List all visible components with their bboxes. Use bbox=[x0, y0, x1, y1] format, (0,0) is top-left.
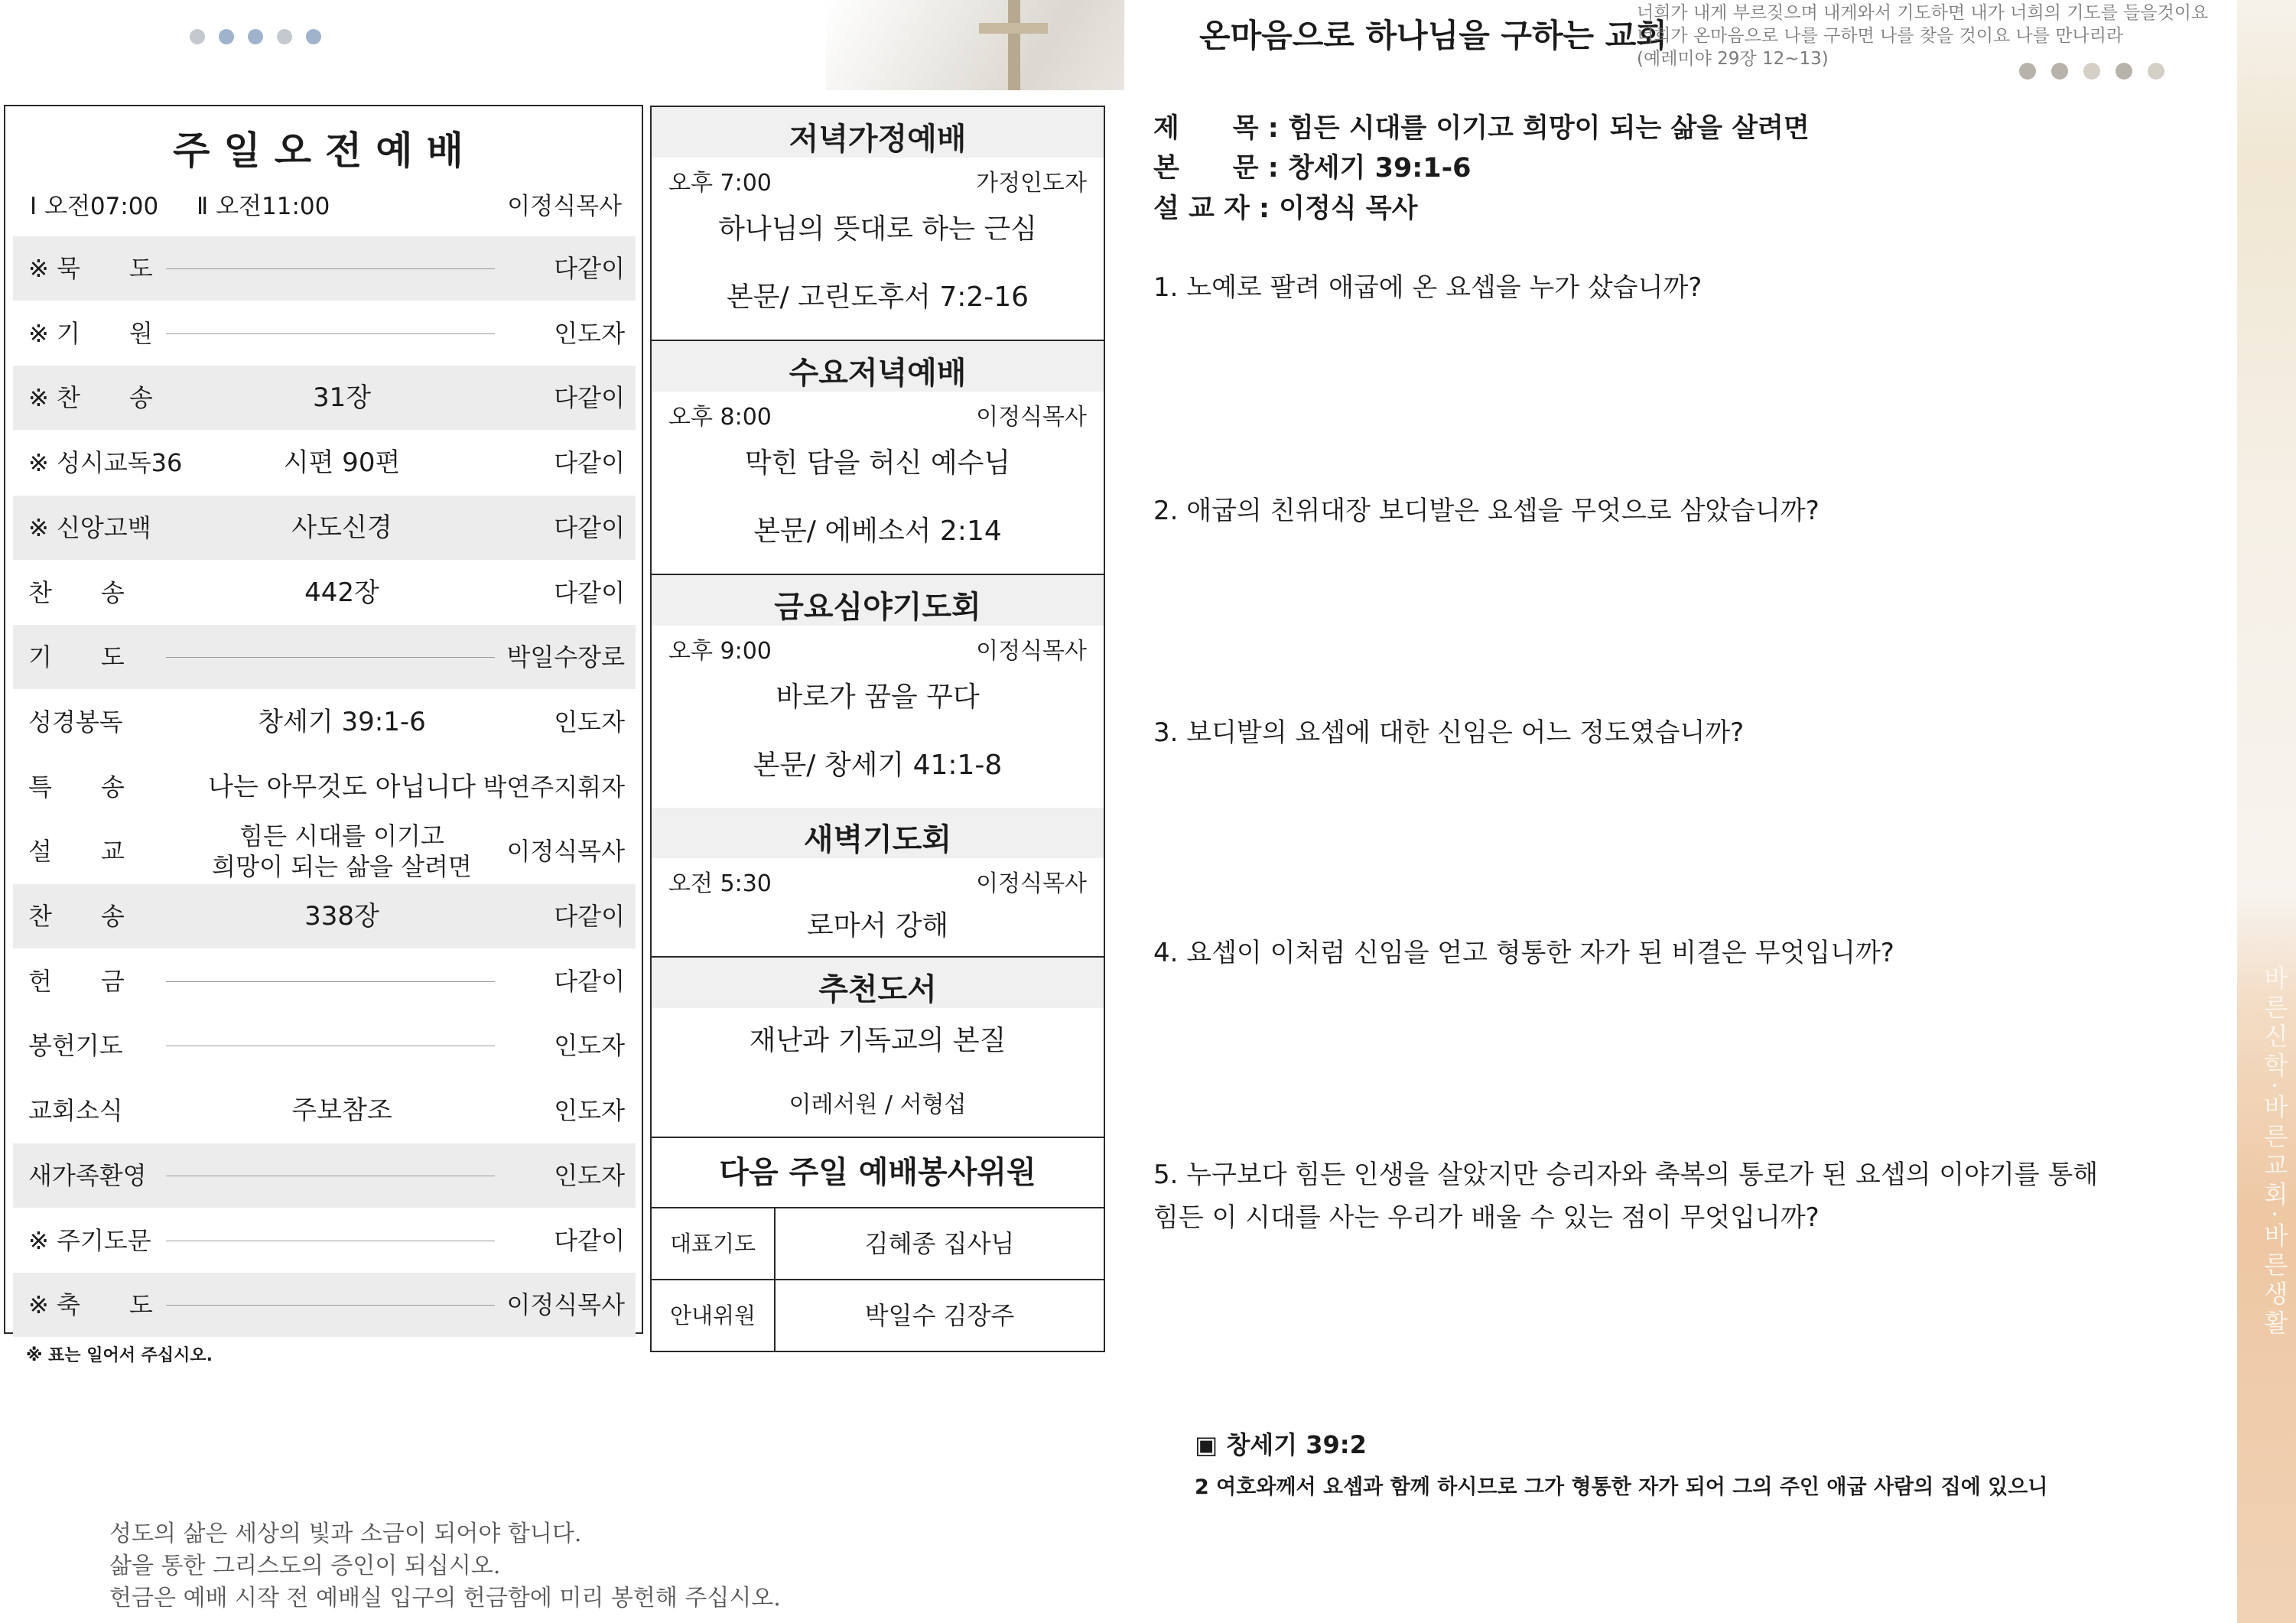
worship-row-label: 헌 금 bbox=[28, 966, 125, 996]
worship-row-person: 인도자 bbox=[554, 1031, 625, 1061]
worship-row-person: 이정식목사 bbox=[506, 837, 625, 867]
side-vertical-text: 바른신학·바른교회·바른생활 bbox=[2260, 965, 2289, 1339]
worship-row-item: 시편 90편 bbox=[283, 447, 401, 479]
bottom-message-line: 삶을 통한 그리스도의 증인이 되십시오. bbox=[109, 1553, 501, 1579]
scripture-reference: ▣ 창세기 39:2 bbox=[1195, 1430, 1367, 1459]
section-leader: 가정인도자 bbox=[976, 170, 1087, 197]
section-time: 오후 7:00 bbox=[668, 170, 772, 197]
next-week-section bbox=[652, 1138, 1104, 1351]
book-author: 이레서원 / 서형섭 bbox=[789, 1091, 967, 1118]
worship-row bbox=[13, 1273, 636, 1337]
worship-row-label: ※ 찬 송 bbox=[28, 383, 153, 413]
section-leader: 이정식목사 bbox=[976, 404, 1087, 431]
question-5: 5. 누구보다 힘든 인생을 살았지만 승리자와 축복의 통로가 된 요셉의 이야기를 통해 힘든 이 시대를 사는 우리가 배울 수 있는 점이 무엇입니까? bbox=[1153, 1160, 2099, 1233]
header-photo bbox=[826, 0, 1124, 90]
next-week-name: 김혜종 집사님 bbox=[864, 1229, 1015, 1258]
section-text: 본문/ 에베소서 2:14 bbox=[753, 516, 1002, 547]
worship-row bbox=[13, 561, 636, 625]
evening-service-section bbox=[652, 107, 1104, 341]
section-text: 본문/ 고린도후서 7:2-16 bbox=[726, 281, 1029, 313]
next-week-title: 다음 주일 예배봉사위원 bbox=[652, 1138, 1104, 1208]
worship-row-label: ※ 축 도 bbox=[28, 1290, 153, 1320]
worship-row-person: 다같이 bbox=[554, 383, 625, 413]
section-sermon: 바로가 꿈을 꾸다 bbox=[776, 681, 980, 713]
worship-row-item: 442장 bbox=[304, 577, 379, 608]
section-time: 오후 9:00 bbox=[668, 638, 772, 665]
worship-row bbox=[13, 625, 636, 689]
dawn-prayer-text: 로마서 강해 bbox=[806, 910, 949, 942]
sermon-title-line: 제 목 : 힘든 시대를 이기고 희망이 되는 삶을 살려면 bbox=[1153, 113, 1810, 144]
header-verse-line: 너희가 온마음으로 나를 구하면 나를 찾을 것이요 나를 만나리라 bbox=[1637, 26, 2124, 46]
worship-row bbox=[13, 236, 636, 301]
scripture-verse: 2 여호와께서 요셉과 함께 하시므로 그가 형통한 자가 되어 그의 주인 애굽 사람의 집에 있으니 bbox=[1195, 1475, 2048, 1499]
header-verse-line: 너희가 내게 부르짖으며 내게와서 기도하면 내가 너희의 기도를 들을것이요 bbox=[1637, 3, 2209, 23]
dotted-leader-line bbox=[166, 333, 495, 334]
worship-row-label: ※ 묵 도 bbox=[28, 254, 153, 283]
worship-row-item: 나는 아무것도 아닙니다 bbox=[207, 771, 476, 802]
worship-row bbox=[13, 366, 636, 430]
section-text: 본문/ 창세기 41:1-8 bbox=[753, 750, 1003, 781]
weekly-services-panel bbox=[650, 106, 1105, 1352]
bottom-message-line: 성도의 삶은 세상의 빛과 소금이 되어야 합니다. bbox=[109, 1521, 582, 1547]
morning-service-panel bbox=[4, 105, 643, 1334]
section-time: 오후 8:00 bbox=[668, 404, 772, 431]
dawn-prayer-title: 새벽기도회 bbox=[652, 808, 1104, 858]
worship-row bbox=[13, 496, 636, 560]
worship-row-person: 다같이 bbox=[554, 902, 625, 931]
morning-service-title: 주일오전예배 bbox=[173, 128, 477, 173]
worship-row-label: 새가족환영 bbox=[28, 1160, 147, 1190]
side-photo-strip bbox=[2237, 0, 2296, 1623]
church-name: 온마음으로 하나님을 구하는 교회 bbox=[1199, 17, 1667, 54]
worship-row bbox=[13, 431, 636, 495]
worship-row bbox=[13, 1208, 636, 1273]
section-sermon: 하나님의 뜻대로 하는 근심 bbox=[718, 213, 1037, 245]
worship-row-person: 인도자 bbox=[554, 1160, 625, 1190]
question-2: 2. 애굽의 친위대장 보디발은 요셉을 무엇으로 삼았습니까? bbox=[1153, 496, 1820, 526]
worship-row-label: 특 송 bbox=[28, 772, 125, 802]
worship-row-label: ※ 기 원 bbox=[28, 318, 153, 348]
worship-row-label: 찬 송 bbox=[28, 902, 125, 931]
worship-row bbox=[13, 755, 636, 819]
question-1: 1. 노예로 팔려 애굽에 온 요셉을 누가 샀습니까? bbox=[1153, 272, 1702, 303]
worship-row-person: 이정식목사 bbox=[506, 1290, 625, 1320]
question-4: 4. 요셉이 이처럼 신임을 얻고 형통한 자가 된 비결은 무엇입니까? bbox=[1153, 938, 1894, 968]
book-title: 추천도서 bbox=[652, 958, 1104, 1008]
section-title: 금요심야기도회 bbox=[652, 575, 1104, 626]
cross-icon bbox=[979, 0, 1048, 90]
book-section bbox=[652, 958, 1104, 1138]
dotted-leader-line bbox=[166, 981, 495, 982]
worship-row-label: 기 도 bbox=[28, 642, 125, 672]
worship-row bbox=[13, 1013, 636, 1078]
next-week-row bbox=[652, 1208, 1104, 1280]
header-verse-line: (예레미야 29장 12~13) bbox=[1637, 49, 1829, 69]
worship-row-item: 사도신경 bbox=[291, 512, 392, 543]
sermon-preacher-line: 설 교 자 : 이정식 목사 bbox=[1153, 194, 1418, 224]
evening-service-section bbox=[652, 575, 1104, 808]
worship-row bbox=[13, 884, 636, 948]
worship-row-item: 338장 bbox=[304, 901, 379, 932]
next-week-role: 안내위원 bbox=[652, 1280, 776, 1351]
worship-row-person: 다같이 bbox=[554, 966, 625, 996]
bottom-message bbox=[109, 1518, 781, 1615]
worship-row-label: ※ 주기도문 bbox=[28, 1225, 151, 1255]
worship-row-person: 다같이 bbox=[554, 1225, 625, 1255]
header-verse bbox=[1637, 2, 2208, 70]
worship-row-item: 31장 bbox=[312, 382, 372, 414]
question-3: 3. 보디발의 요셉에 대한 신임은 어느 정도였습니까? bbox=[1153, 717, 1745, 748]
section-sermon: 막힌 담을 허신 예수님 bbox=[744, 447, 1011, 479]
next-week-name: 박일수 김장주 bbox=[864, 1301, 1015, 1330]
worship-row-label: 봉헌기도 bbox=[28, 1031, 123, 1061]
dawn-prayer-time: 오전 5:30 bbox=[668, 870, 772, 897]
worship-row-person: 박연주지휘자 bbox=[483, 772, 625, 802]
worship-row-label: ※ 신앙고백 bbox=[28, 512, 151, 542]
worship-row-person: 다같이 bbox=[554, 254, 625, 283]
sermon-text-line: 본 문 : 창세기 39:1-6 bbox=[1153, 153, 1472, 184]
worship-row-person: 인도자 bbox=[554, 1096, 625, 1126]
worship-row bbox=[13, 1143, 636, 1208]
dawn-prayer-leader: 이정식목사 bbox=[976, 870, 1087, 897]
worship-row-label: ※ 성시교독36 bbox=[28, 448, 183, 478]
worship-row bbox=[13, 949, 636, 1013]
worship-row-person: 다같이 bbox=[554, 448, 625, 478]
evening-service-section bbox=[652, 341, 1104, 575]
standing-footnote: ※ 표는 일어서 주십시오. bbox=[26, 1346, 213, 1365]
section-leader: 이정식목사 bbox=[976, 638, 1087, 665]
service-officiant: 이정식목사 bbox=[507, 193, 622, 220]
worship-row bbox=[13, 819, 636, 883]
dotted-leader-line bbox=[166, 268, 495, 269]
worship-row-person: 인도자 bbox=[554, 318, 625, 348]
worship-row bbox=[13, 1078, 636, 1143]
section-title: 저녁가정예배 bbox=[652, 107, 1104, 158]
worship-row-person: 박일수장로 bbox=[506, 642, 625, 672]
worship-row bbox=[13, 301, 636, 366]
worship-row bbox=[13, 690, 636, 754]
worship-row-person: 다같이 bbox=[554, 577, 625, 607]
worship-row-person: 인도자 bbox=[554, 707, 625, 737]
worship-row-label: 설 교 bbox=[28, 837, 125, 867]
worship-row-label: 교회소식 bbox=[28, 1096, 123, 1126]
dotted-leader-line bbox=[166, 657, 495, 658]
next-week-row bbox=[652, 1280, 1104, 1351]
dawn-prayer-section bbox=[652, 808, 1104, 958]
dotted-leader-line bbox=[166, 1305, 495, 1306]
worship-row-label: 성경봉독 bbox=[28, 707, 123, 737]
header-dots-left bbox=[190, 29, 321, 44]
worship-row-item: 창세기 39:1-6 bbox=[258, 706, 426, 737]
worship-row-label: 찬 송 bbox=[28, 577, 125, 607]
bottom-message-line: 헌금은 예배 시작 전 예배실 입구의 헌금함에 미리 봉헌해 주십시오. bbox=[109, 1585, 781, 1612]
service-time-2: Ⅱ 오전11:00 bbox=[197, 193, 330, 220]
worship-row-person: 다같이 bbox=[554, 512, 625, 542]
section-title: 수요저녁예배 bbox=[652, 341, 1104, 392]
book-name: 재난과 기독교의 본질 bbox=[749, 1025, 1007, 1056]
worship-row-item: 주보참조 bbox=[291, 1095, 392, 1127]
next-week-role: 대표기도 bbox=[652, 1208, 776, 1279]
worship-row-item: 힘든 시대를 이기고 희망이 되는 삶을 살려면 bbox=[212, 821, 472, 882]
service-time-1: Ⅰ 오전07:00 bbox=[30, 193, 159, 220]
